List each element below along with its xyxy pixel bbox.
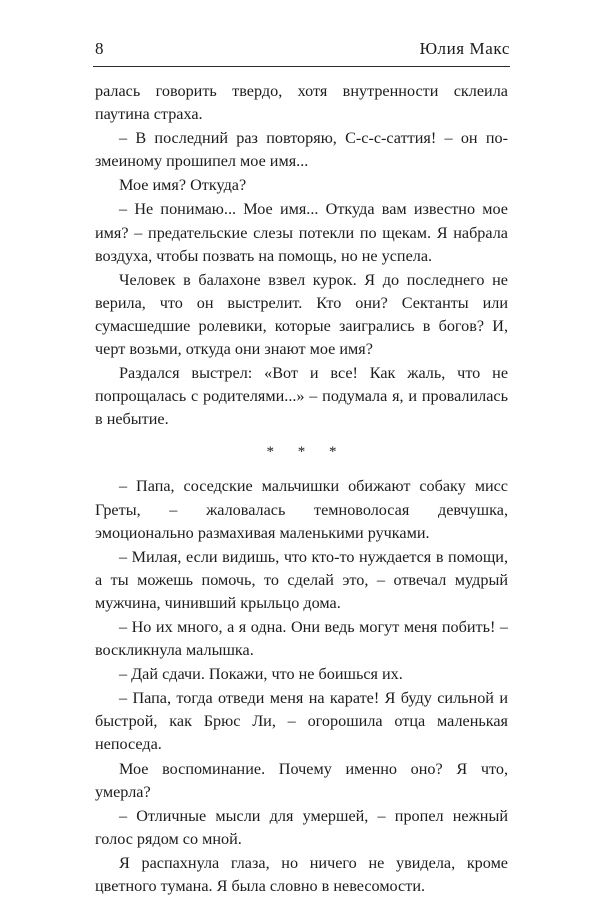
paragraph: ралась говорить твердо, хотя внутренности склеила паутина страха. [95, 82, 508, 124]
paragraph: – Папа, соседские мальчишки обижают собаку мисс Греты, – жаловалась темноволосая девчушка, эмоционально размахивая маленькими ручками. [95, 477, 508, 542]
section-break: * * * [266, 444, 347, 461]
paragraph: Я распахнула глаза, но ничего не увидела, кроме цветного тумана. Я была словно в невесомости. [95, 853, 508, 895]
page-header [93, 40, 510, 67]
paragraph: – Не понимаю... Мое имя... Откуда вам известно мое имя? – предательские слезы потекли по щекам. Я набрала воздуха, чтобы позвать на помощь, но не успела. [95, 200, 508, 265]
paragraph: – Милая, если видишь, что кто-то нуждается в помощи, а ты можешь помочь, то сделай это, – отвечал мудрый мужчина, чинивший крыльцо дома. [95, 547, 508, 612]
paragraph: – Дай сдачи. Покажи, что не боишься их. [119, 665, 403, 684]
paragraph: Человек в балахоне взвел курок. Я до последнего не верила, что он выстрелит. Кто они? Сектанты или сумасшедшие ролевики, которые заигрались в богов? И, черт возьми, откуда они знают мое имя? [95, 270, 508, 359]
paragraph: – Но их много, а я одна. Они ведь могут меня побить! – воскликнула малышка. [95, 617, 508, 660]
page-number: 8 [95, 39, 104, 58]
paragraph: – Отличные мысли для умершей, – пропел нежный голос рядом со мной. [95, 806, 508, 848]
running-title: Юлия Макс [419, 39, 510, 58]
paragraph: Раздался выстрел: «Вот и все! Как жаль, что не попрощалась с родителями...» – подумала я, и провалилась в небытие. [95, 364, 508, 429]
paragraph: – В последний раз повторяю, С-с-с-саттия! – он по-змеиному прошипел мое имя... [95, 129, 508, 171]
page-body [95, 80, 508, 898]
paragraph: Мое имя? Откуда? [119, 176, 247, 195]
paragraph: Мое воспоминание. Почему именно оно? Я что, умерла? [95, 759, 508, 801]
paragraph: – Папа, тогда отведи меня на карате! Я буду сильной и быстрой, как Брюс Ли, – огорошила отца маленькая непоседа. [95, 689, 508, 754]
